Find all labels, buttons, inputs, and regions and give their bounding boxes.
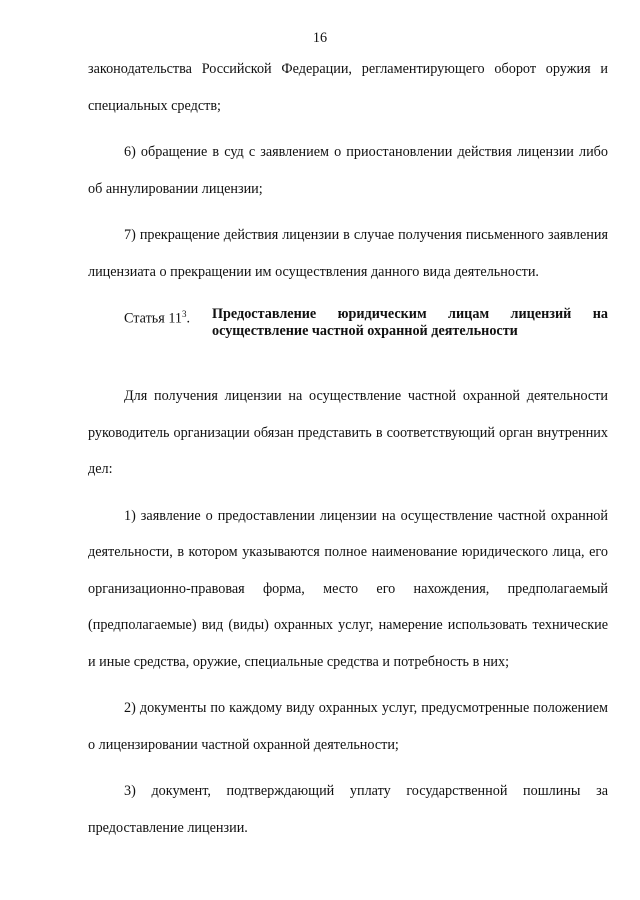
paragraphs-before-article xyxy=(88,51,608,290)
article-heading xyxy=(88,306,608,340)
article-title: Предоставление юридическим лицам лицензий на осуществление частной охранной деятельности xyxy=(212,306,608,339)
paragraph: законодательства Российской Федерации, регламентирующего оборот оружия и специальных средств; xyxy=(88,61,608,114)
page-number: 16 xyxy=(312,30,328,46)
article-label: Статья $11^3$. xyxy=(124,309,191,327)
paragraph: 2) документы по каждому виду охранных услуг, предусмотренные положением о лицензировании частной охранной деятельности; xyxy=(88,700,608,753)
paragraph: Для получения лицензии на осуществление частной охранной деятельности руководитель организации обязан представить в соответствующий орган внутренних дел: xyxy=(88,388,608,477)
paragraph: 7) прекращение действия лицензии в случае получения письменного заявления лицензиата о прекращении им осуществления данного вида деятельности. xyxy=(88,227,608,280)
paragraph: 6) обращение в суд с заявлением о приостановлении действия лицензии либо об аннулировании лицензии; xyxy=(88,144,608,197)
paragraph: 3) документ, подтверждающий уплату государственной пошлины за предоставление лицензии. xyxy=(88,783,608,836)
paragraph: 1) заявление о предоставлении лицензии на осуществление частной охранной деятельности, в котором указываются полное наименование юридического лица, его организационно-правовая форма, место его нахождения, предполагаемый (предполагаемые) вид (виды) охранных услуг, намерение использовать технические и иные средства, оружие, специальные средства и потребность в них; xyxy=(88,507,608,670)
article-superscript: 3 xyxy=(181,309,187,319)
paragraphs-after-article xyxy=(88,378,608,846)
document-body xyxy=(88,51,608,856)
